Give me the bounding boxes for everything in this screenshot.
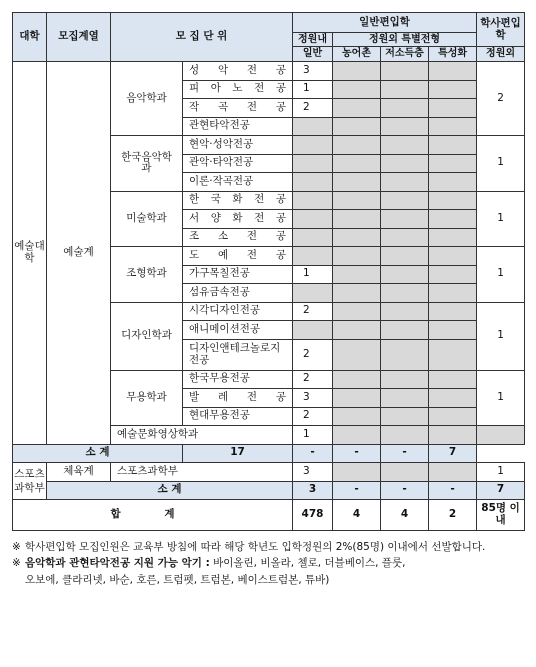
header-within-quota: 정원내 [293,33,333,47]
general-count: 2 [293,302,333,321]
subtotal-special-ed: - [381,444,429,463]
subtotal-row [13,444,525,463]
general-count: 3 [293,62,333,81]
header-unit: 모 집 단 위 [111,13,293,62]
major-name: 이론·작곡전공 [183,173,293,192]
header-outside-quota: 정원외 [477,47,525,62]
dept-music: 음악학과 [111,62,183,136]
total-label: 합 계 [13,500,293,531]
category-arts: 예술계 [47,62,111,445]
note-mark: ※ [12,557,21,570]
subtotal-low-income: - [333,444,381,463]
subtotal-bachelor: 7 [477,481,525,500]
major-name: 현악·성악전공 [183,136,293,155]
dept-film: 예술문화영상학과 [111,426,293,445]
major-name: 성 악 전 공 [183,62,293,81]
bachelor-count: 1 [477,136,525,192]
major-name: 한 국 화 전 공 [183,191,293,210]
major-name: 관악·타악전공 [183,154,293,173]
bachelor-count: 1 [477,463,525,482]
college-sports: 스포츠과학부 [13,463,47,500]
major-name: 작 곡 전 공 [183,99,293,118]
major-name: 도 예 전 공 [183,247,293,266]
header-low-income: 저소득층 [381,47,429,62]
note-1-text: 학사편입학 모집인원은 교육부 방침에 따라 해당 학년도 입학정원의 2%(85명) 이내에서 선발합니다. [25,541,486,553]
college-arts: 예술대학 [13,62,47,445]
major-name: 한국무용전공 [183,370,293,389]
bachelor-count: 1 [477,247,525,303]
header-special-ed: 특성화 [429,47,477,62]
category-sports: 체육계 [47,463,111,482]
major-name: 가구목칠전공 [183,265,293,284]
subtotal-bachelor: 7 [429,444,477,463]
subtotal-rural: - [293,444,333,463]
major-name: 조 소 전 공 [183,228,293,247]
total-special-ed: 2 [429,500,477,531]
header-general: 일반 [293,47,333,62]
table-row [13,463,525,482]
note-2-continued: 오보에, 클라리넷, 바순, 호른, 트럼펫, 트럼본, 베이스트럼본, 튜바) [25,573,330,586]
table-row [13,62,525,81]
major-name: 관현타악전공 [183,117,293,136]
general-count: 2 [293,407,333,426]
note-2-heading: 음악학과 관현타악전공 지원 가능 악기 : [25,557,210,570]
subtotal-rural: - [333,481,381,500]
dept-design: 디자인학과 [111,302,183,370]
header-general-transfer: 일반편입학 [293,13,477,33]
subtotal-low-income: - [381,481,429,500]
total-row [13,500,525,531]
subtotal-general: 3 [293,481,333,500]
total-low-income: 4 [381,500,429,531]
admission-table [12,12,525,531]
subtotal-special-ed: - [429,481,477,500]
header-rural: 농어촌 [333,47,381,62]
subtotal-general: 17 [183,444,293,463]
major-name: 섬유금속전공 [183,284,293,303]
dept-korean-music: 한국음악학과 [111,136,183,192]
general-count: 1 [293,80,333,99]
major-name: 발 레 전 공 [183,389,293,408]
document [12,12,524,588]
general-count: 1 [293,426,333,445]
header-category: 모집계열 [47,13,111,62]
header-outside-special: 정원외 특별전형 [333,33,477,47]
total-general: 478 [293,500,333,531]
bachelor-count: 2 [477,62,525,136]
subtotal-label: 소 계 [13,444,183,463]
dept-sculpture: 조형학과 [111,247,183,303]
general-count: 3 [293,463,333,482]
general-count: 1 [293,265,333,284]
note-2-text: 바이올린, 비올라, 첼로, 더블베이스, 플룻, [213,557,406,570]
dept-sports: 스포츠과학부 [111,463,293,482]
general-count: 2 [293,339,333,370]
major-name: 현대무용전공 [183,407,293,426]
major-name: 피 아 노 전 공 [183,80,293,99]
total-bachelor: 85명 이내 [477,500,525,531]
subtotal-row [13,481,525,500]
total-rural: 4 [333,500,381,531]
header-bachelor-transfer: 학사편입학 [477,13,525,47]
general-count: 3 [293,389,333,408]
general-count: 2 [293,370,333,389]
footnotes [12,539,524,588]
note-2 [12,555,524,571]
dept-fine-arts: 미술학과 [111,191,183,247]
major-name: 시각디자인전공 [183,302,293,321]
bachelor-count: 1 [477,191,525,247]
header-row [13,13,525,33]
subtotal-label: 소 계 [47,481,293,500]
dept-dance: 무용학과 [111,370,183,426]
bachelor-count: 1 [477,302,525,370]
note-1 [12,539,524,555]
general-count: 2 [293,99,333,118]
bachelor-count: 1 [477,370,525,426]
header-univ: 대학 [13,13,47,62]
note-mark: ※ [12,541,21,553]
major-name: 애니메이션전공 [183,321,293,340]
major-name: 서 양 화 전 공 [183,210,293,229]
major-name: 디자인앤테크놀로지전공 [183,339,293,370]
